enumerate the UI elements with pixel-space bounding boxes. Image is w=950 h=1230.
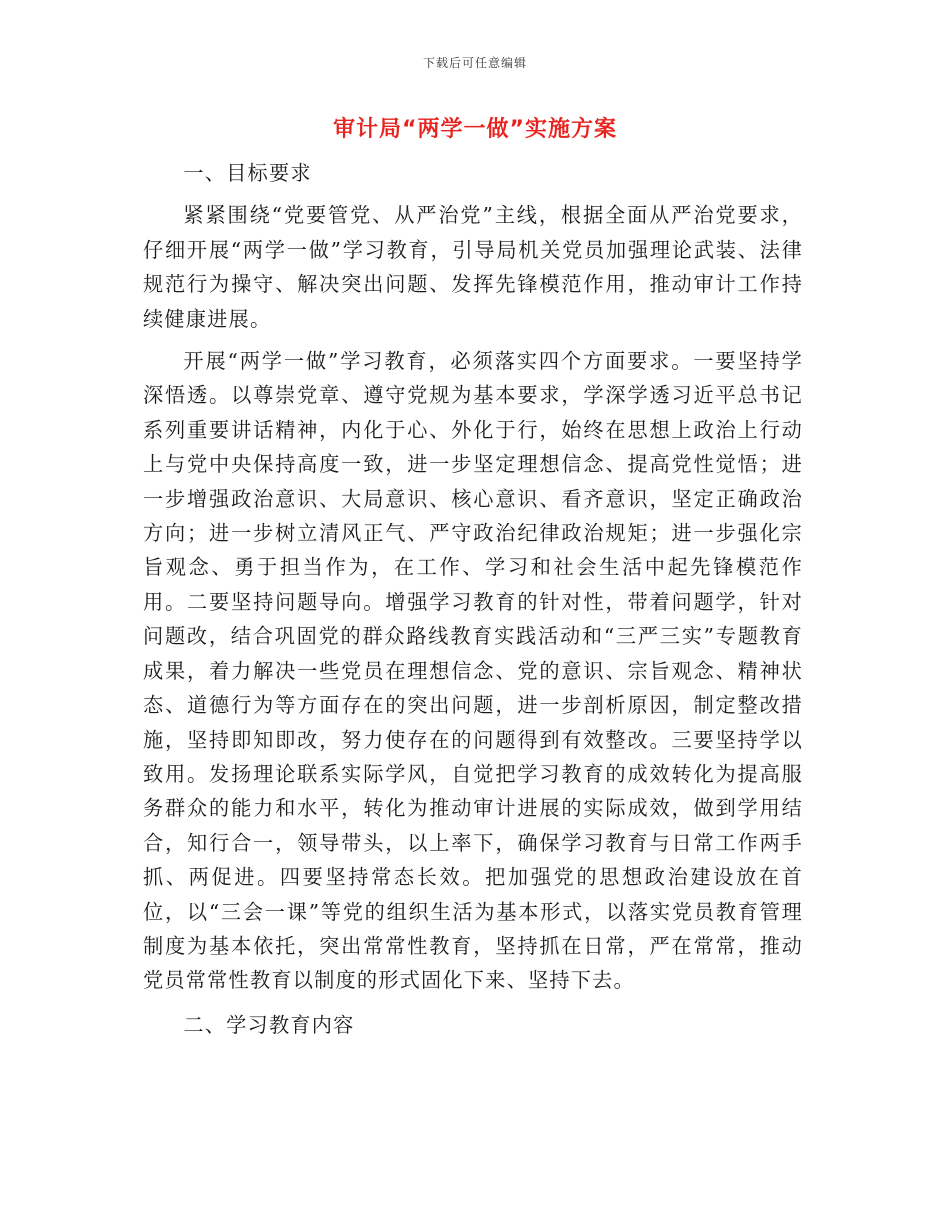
paragraph-main-line: 紧紧围绕“党要管党、从严治党”主线，根据全面从严治党要求，仔细开展“两学一做”学习教育，引导局机关党员加强理论武装、法律规范行为操守、解决突出问题、发挥先锋模范作用，推动审计工作持续健康进展。 <box>143 203 803 331</box>
document-body <box>143 156 803 1042</box>
paragraph-four-requirements: 开展“两学一做”学习教育，必须落实四个方面要求。一要坚持学深悟透。以尊崇党章、遵守党规为基本要求，学深学透习近平总书记系列重要讲话精神，内化于心、外化于行，始终在思想上政治上行动上与党中央保持高度一致，进一步坚定理想信念、提高党性觉悟；进一步增强政治意识、大局意识、核心意识、看齐意识，坚定正确政治方向；进一步树立清风正气、严守政治纪律政治规矩；进一步强化宗旨观念、勇于担当作为，在工作、学习和社会生活中起先锋模范作用。二要坚持问题导向。增强学习教育的针对性，带着问题学，针对问题改，结合巩固党的群众路线教育实践活动和“三严三实”专题教育成果，着力解决一些党员在理想信念、党的意识、宗旨观念、精神状态、道德行为等方面存在的突出问题，进一步剖析原因，制定整改措施，坚持即知即改，努力使存在的问题得到有效整改。三要坚持学以致用。发扬理论联系实际学风，自觉把学习教育的成效转化为提高服务群众的能力和水平，转化为推动审计进展的实际成效，做到学用结合，知行合一，领导带头，以上率下，确保学习教育与日常工作两手抓、两促进。四要坚持常态长效。把加强党的思想政治建设放在首位，以“三会一课”等党的组织生活为基本形式，以落实党员教育管理制度为基本依托，突出常常性教育，坚持抓在日常，严在常常，推动党员常常性教育以制度的形式固化下来、坚持下去。 <box>143 349 803 993</box>
section-heading-goals: 一、目标要求 <box>183 161 312 185</box>
section-heading-content: 二、学习教育内容 <box>183 1012 355 1037</box>
header-note: 下载后可任意编辑 <box>422 56 527 70</box>
document-title: 审计局“两学一做”实施方案 <box>333 117 617 142</box>
